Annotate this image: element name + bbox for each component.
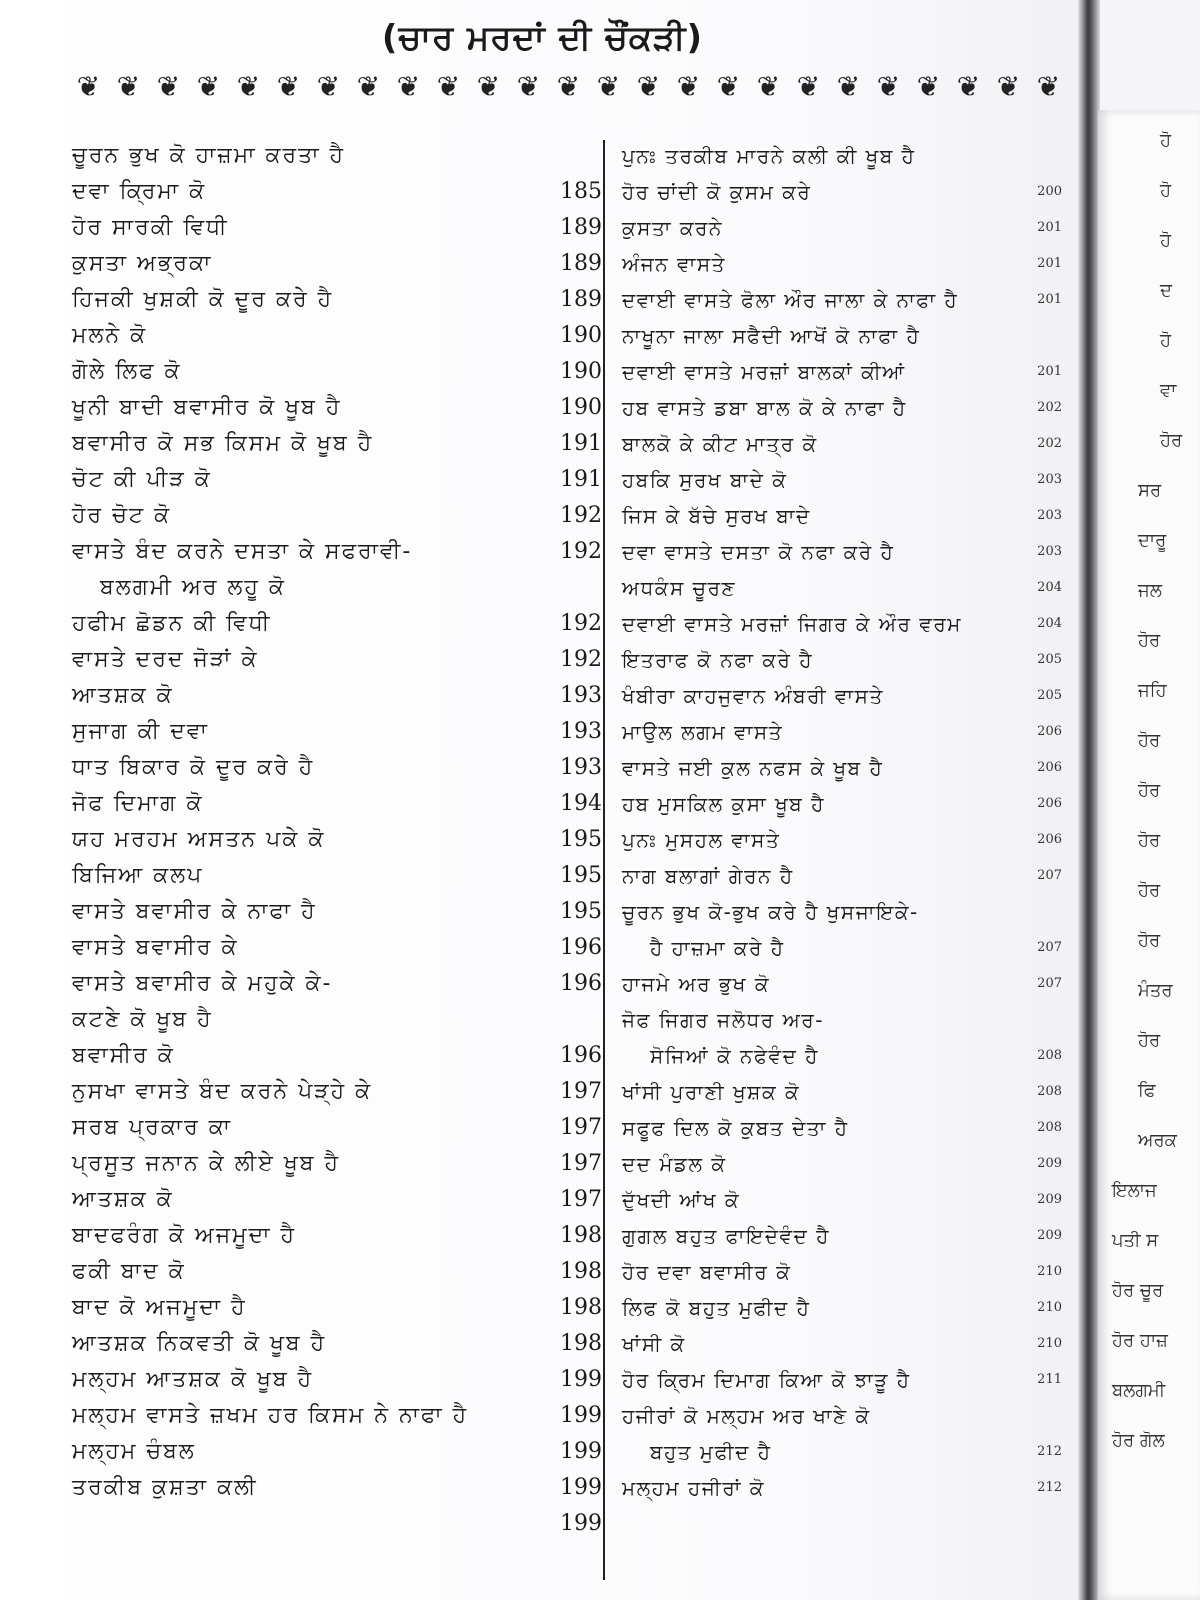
adjacent-page-fragment: ਹੋਰ <box>1138 930 1161 951</box>
entry-title: ਬਾਦਫਰੰਗ ਕੋ ਅਜਮੂਦਾ ਹੈ <box>72 1223 297 1248</box>
entry-title: ਚੋਟ ਕੀ ਪੀੜ ਕੋ <box>72 467 212 492</box>
entry-title: ਆਤਸ਼ਕ ਕੋ <box>72 683 174 708</box>
index-entry <box>72 174 602 210</box>
entry-title: ਹੋਰ ਚਾਂਦੀ ਕੋ ਕੁਸਮ ਕਰੇ <box>622 180 812 204</box>
index-entry <box>72 786 602 822</box>
entry-title: ਹਬ ਵਾਸਤੇ ਡਬਾ ਬਾਲ ਕੋ ਕੇ ਨਾਫਾ ਹੈ <box>622 396 907 420</box>
entry-title: ਹੋਰ ਕ੍ਰਿਮ ਦਿਮਾਗ ਕਿਆ ਕੋ ਝਾੜੂ ਹੈ <box>622 1368 911 1392</box>
entry-page-number: 190 <box>560 359 602 384</box>
index-column-right <box>622 138 1062 1506</box>
entry-title: ਖੂਨੀ ਬਾਦੀ ਬਵਾਸੀਰ ਕੋ ਖੂਬ ਹੈ <box>72 395 342 420</box>
index-entry <box>622 138 1062 174</box>
entry-page-number: 203 <box>1037 544 1062 559</box>
adjacent-page-fragment: ਹੋਰ <box>1138 880 1161 901</box>
entry-page-number: 195 <box>560 899 602 924</box>
index-entry <box>72 534 602 570</box>
entry-title: ਦਵਾ ਕ੍ਰਿਮਾ ਕੋ <box>72 179 207 204</box>
index-entry <box>622 750 1062 786</box>
entry-title: ਜਿਸ ਕੇ ਬੱਚੇ ਸੁਰਖ ਬਾਦੇ <box>622 504 811 528</box>
index-entry <box>622 174 1062 210</box>
entry-title: ਵਾਸਤੇ ਬਵਾਸੀਰ ਕੇ <box>72 935 239 960</box>
entry-page-number: 192 <box>560 503 602 528</box>
entry-page-number: 194 <box>560 791 602 816</box>
ornament-glyph: ❦ <box>956 70 981 103</box>
index-entry <box>72 1002 602 1038</box>
entry-title: ਨੁਸਖਾ ਵਾਸਤੇ ਬੰਦ ਕਰਨੇ ਪੇੜ੍ਹੇ ਕੇ <box>72 1079 373 1104</box>
adjacent-page-fragment: ਹੋਰ <box>1138 830 1161 851</box>
entry-page-number: 196 <box>560 935 602 960</box>
entry-title: ਯਹ ਮਰਹਮ ਅਸਤਨ ਪਕੇ ਕੋ <box>72 827 326 852</box>
entry-title: ਜੋਫ ਜਿਗਰ ਜਲੋਧਰ ਅਰ- <box>622 1008 824 1032</box>
entry-title: ਨਾਖੂਨਾ ਜਾਲਾ ਸਫੈਦੀ ਆਖੋਂ ਕੋ ਨਾਫਾ ਹੈ <box>622 324 921 348</box>
entry-title: ਮਲ੍ਹਮ ਵਾਸਤੇ ਜ਼ਖਮ ਹਰ ਕਿਸਮ ਨੇ ਨਾਫਾ ਹੈ <box>72 1403 469 1428</box>
index-entry <box>622 426 1062 462</box>
entry-page-number: 189 <box>560 215 602 240</box>
entry-page-number: 208 <box>1037 1084 1062 1099</box>
adjacent-page-fragment: ਵਾ <box>1160 380 1177 401</box>
index-entry <box>622 246 1062 282</box>
entry-page-number: 206 <box>1037 796 1062 811</box>
entry-page-number: 201 <box>1037 364 1062 379</box>
ornament-glyph: ❦ <box>716 70 741 103</box>
entry-page-number: 190 <box>560 323 602 348</box>
entry-page-number: 199 <box>560 1439 602 1464</box>
index-entry <box>72 570 602 606</box>
entry-title: ਕਟਣੇ ਕੋ ਖੂਬ ਹੈ <box>72 1007 213 1032</box>
entry-title: ਹੋਰ ਸਾਰਕੀ ਵਿਧੀ <box>72 215 229 240</box>
entry-page-number: 208 <box>1037 1120 1062 1135</box>
entry-page-number: 192 <box>560 539 602 564</box>
adjacent-page-fragment: ਹੋਰ ਹਾਜ਼ <box>1112 1330 1168 1351</box>
entry-title: ਬਹੁਤ ਮੁਫੀਦ ਹੈ <box>650 1440 772 1464</box>
index-entry <box>72 966 602 1002</box>
ornament-glyph: ❦ <box>876 70 901 103</box>
adjacent-page-fragment: ਹੋ <box>1160 180 1172 201</box>
index-entry <box>622 1038 1062 1074</box>
index-entry <box>72 1434 602 1470</box>
index-entry <box>72 1326 602 1362</box>
entry-title: ਵਾਸਤੇ ਬਵਾਸੀਰ ਕੇ ਨਾਫਾ ਹੈ <box>72 899 317 924</box>
entry-title: ਆਤਸ਼ਕ ਨਿਕਵਤੀ ਕੋ ਖੂਬ ਹੈ <box>72 1331 327 1356</box>
entry-page-number: 206 <box>1037 724 1062 739</box>
ornament-glyph: ❦ <box>316 70 341 103</box>
index-entry <box>622 570 1062 606</box>
entry-title: ਹਿਜਕੀ ਖੁਸ਼ਕੀ ਕੋ ਦੂਰ ਕਰੇ ਹੈ <box>72 287 334 312</box>
entry-page-number: 203 <box>1037 508 1062 523</box>
entry-page-number: 196 <box>560 971 602 996</box>
index-entry <box>622 1110 1062 1146</box>
index-entry <box>622 462 1062 498</box>
adjacent-page-fragment: ਮੰਤਰ <box>1138 980 1173 1001</box>
entry-title: ਵਾਸਤੇ ਜਈ ਕੁਲ ਨਫਸ ਕੇ ਖੂਬ ਹੈ <box>622 756 884 780</box>
entry-title: ਚੂਰਨ ਭੁਖ ਕੋ-ਭੁਖ ਕਰੇ ਹੈ ਖੁਸਜਾਇਕੇ- <box>622 900 919 924</box>
index-entry <box>72 1290 602 1326</box>
entry-title: ਸਰਬ ਪ੍ਰਕਾਰ ਕਾ <box>72 1115 233 1140</box>
adjacent-page-fragment: ਹੋਰ <box>1138 730 1161 751</box>
entry-page-number: 199 <box>560 1403 602 1428</box>
entry-title: ਬਿਜਿਆ ਕਲਪ <box>72 863 204 888</box>
entry-title: ਬਵਾਸੀਰ ਕੋ ਸਭ ਕਿਸਮ ਕੋ ਖੂਬ ਹੈ <box>72 431 374 456</box>
entry-title: ਅਧਕੰਸ ਚੂਰਣ <box>622 576 737 600</box>
entry-title: ਆਤਸ਼ਕ ਕੋ <box>72 1187 174 1212</box>
entry-title: ਦਵਾਈ ਵਾਸਤੇ ਮਰਜ਼ਾਂ ਬਾਲਕਾਂ ਕੀਆਂ <box>622 360 906 384</box>
entry-title: ਬਲਗਮੀ ਅਰ ਲਹੂ ਕੋ <box>100 575 286 600</box>
ornament-glyph: ❦ <box>236 70 261 103</box>
entry-page-number: 201 <box>1037 220 1062 235</box>
entry-page-number: 195 <box>560 827 602 852</box>
entry-page-number: 197 <box>560 1115 602 1140</box>
index-column-left <box>72 138 602 1542</box>
entry-title: ਮਾਉਲ ਲਗਮ ਵਾਸਤੇ <box>622 720 784 744</box>
entry-page-number: 193 <box>560 755 602 780</box>
entry-page-number: 202 <box>1037 436 1062 451</box>
index-entry <box>72 462 602 498</box>
entry-title: ਇਤਰਾਫ ਕੋ ਨਫਾ ਕਰੇ ਹੈ <box>622 648 814 672</box>
index-entry <box>72 642 602 678</box>
entry-title: ਜੋਫ ਦਿਮਾਗ ਕੋ <box>72 791 204 816</box>
ornamental-border <box>70 70 1060 104</box>
entry-page-number: 206 <box>1037 832 1062 847</box>
entry-page-number: 189 <box>560 287 602 312</box>
index-entry <box>72 1110 602 1146</box>
entry-title: ਹਜੀਰਾਂ ਕੋ ਮਲ੍ਹਮ ਅਰ ਖਾਣੇ ਕੋ <box>622 1404 871 1428</box>
index-entry <box>622 966 1062 1002</box>
index-entry <box>622 894 1062 930</box>
entry-title: ਮਲ੍ਹਮ ਆਤਸ਼ਕ ਕੋ ਖੂਬ ਹੈ <box>72 1367 314 1392</box>
entry-title: ਮਲਨੇ ਕੋ <box>72 323 148 348</box>
entry-title: ਫਕੀ ਬਾਦ ਕੋ <box>72 1259 186 1284</box>
adjacent-page-fragment: ਹੋਰ <box>1138 780 1161 801</box>
index-entry <box>72 678 602 714</box>
adjacent-page-fragment: ਦ <box>1160 280 1172 301</box>
entry-page-number: 201 <box>1037 292 1062 307</box>
adjacent-page <box>1098 110 1200 1600</box>
entry-page-number: 203 <box>1037 472 1062 487</box>
entry-title: ਦਵਾਈ ਵਾਸਤੇ ਫੋਲਾ ਔਰ ਜਾਲਾ ਕੇ ਨਾਫਾ ਹੈ <box>622 288 959 312</box>
index-entry <box>622 858 1062 894</box>
entry-title: ਦਵਾ ਵਾਸਤੇ ਦਸਤਾ ਕੋ ਨਫਾ ਕਰੇ ਹੈ <box>622 540 895 564</box>
index-entry <box>72 1254 602 1290</box>
index-entry <box>622 1398 1062 1434</box>
entry-title: ਸਫੂਫ ਦਿਲ ਕੋ ਕੁਬਤ ਦੇਤਾ ਹੈ <box>622 1116 849 1140</box>
entry-page-number: 193 <box>560 719 602 744</box>
entry-page-number: 207 <box>1037 868 1062 883</box>
entry-page-number: 189 <box>560 251 602 276</box>
entry-page-number: 192 <box>560 611 602 636</box>
entry-title: ਪ੍ਰਸੂਤ ਜਨਾਨ ਕੇ ਲੀਏ ਖੂਬ ਹੈ <box>72 1151 340 1176</box>
index-entry <box>72 498 602 534</box>
entry-title: ਹੋਰ ਚੋਟ ਕੋ <box>72 503 172 528</box>
index-entry <box>72 1074 602 1110</box>
index-entry <box>622 1290 1062 1326</box>
index-entry <box>72 894 602 930</box>
index-entry <box>622 210 1062 246</box>
adjacent-page-fragment: ਸਰ <box>1138 480 1162 501</box>
book-spine <box>1078 0 1100 1600</box>
entry-title: ਬਾਲਕੋ ਕੇ ਕੀਟ ਮਾਤ੍ਰ ਕੋ <box>622 432 818 456</box>
ornament-glyph: ❦ <box>1036 70 1061 103</box>
adjacent-page-fragment: ਹੋਰ <box>1138 630 1161 651</box>
entry-page-number: 197 <box>560 1187 602 1212</box>
ornament-glyph: ❦ <box>756 70 781 103</box>
index-entry <box>72 1470 602 1506</box>
index-entry <box>622 390 1062 426</box>
entry-page-number: 207 <box>1037 940 1062 955</box>
entry-page-number: 199 <box>560 1367 602 1392</box>
index-entry <box>72 714 602 750</box>
entry-page-number: 209 <box>1037 1156 1062 1171</box>
ornament-glyph: ❦ <box>476 70 501 103</box>
entry-title: ਮਲ੍ਹਮ ਹਜੀਰਾਂ ਕੋ <box>622 1476 765 1500</box>
entry-page-number: 206 <box>1037 760 1062 775</box>
index-entry <box>622 354 1062 390</box>
ornament-glyph: ❦ <box>436 70 461 103</box>
entry-page-number: 209 <box>1037 1228 1062 1243</box>
adjacent-page-fragment: ਪਤੀ ਸ <box>1112 1230 1159 1251</box>
index-entry <box>622 1182 1062 1218</box>
entry-page-number: 197 <box>560 1079 602 1104</box>
entry-title: ਨਾਗ ਬਲਾਗਾਂ ਗੇਰਨ ਹੈ <box>622 864 794 888</box>
entry-page-number: 205 <box>1037 688 1062 703</box>
index-entry <box>622 1074 1062 1110</box>
entry-page-number: 190 <box>560 395 602 420</box>
entry-page-number: 199 <box>560 1475 602 1500</box>
entry-title: ਹੋਰ ਦਵਾ ਬਵਾਸੀਰ ਕੋ <box>622 1260 792 1284</box>
entry-page-number: 191 <box>560 431 602 456</box>
adjacent-page-fragment: ਹੋ <box>1160 130 1172 151</box>
entry-page-number: 208 <box>1037 1048 1062 1063</box>
ornament-glyph: ❦ <box>156 70 181 103</box>
index-entry <box>72 822 602 858</box>
entry-title: ਅੰਜਨ ਵਾਸਤੇ <box>622 252 726 276</box>
adjacent-page-fragment: ਬਲਗਮੀ <box>1112 1380 1166 1401</box>
adjacent-page-fragment: ਹੋਰ ਗੋਲ <box>1112 1430 1165 1451</box>
ornament-glyph: ❦ <box>996 70 1021 103</box>
index-entry <box>72 390 602 426</box>
entry-title: ਗੋਲੇ ਲਿਫ ਕੋ <box>72 359 182 384</box>
ornament-glyph: ❦ <box>196 70 221 103</box>
entry-page-number: 198 <box>560 1331 602 1356</box>
entry-page-number: 202 <box>1037 400 1062 415</box>
entry-title: ਗੁਗਲ ਬਹੁਤ ਫਾਇਦੇਵੰਦ ਹੈ <box>622 1224 830 1248</box>
ornament-glyph: ❦ <box>836 70 861 103</box>
index-entry <box>622 714 1062 750</box>
adjacent-page-fragment: ਜਹਿ <box>1138 680 1167 701</box>
entry-page-number: 197 <box>560 1151 602 1176</box>
entry-title: ਖੰਬੀਰਾ ਕਾਹਜੁਵਾਨ ਅੰਬਰੀ ਵਾਸਤੇ <box>622 684 884 708</box>
entry-title: ਲਿਫ ਕੋ ਬਹੁਤ ਮੁਫੀਦ ਹੈ <box>622 1296 811 1320</box>
entry-page-number: 212 <box>1037 1480 1062 1495</box>
index-entry <box>72 1506 602 1542</box>
adjacent-page-fragment: ਫਿ <box>1138 1080 1156 1101</box>
entry-page-number: 195 <box>560 863 602 888</box>
entry-page-number: 204 <box>1037 616 1062 631</box>
entry-title: ਦਦ ਮੰਡਲ ਕੋ <box>622 1152 727 1176</box>
adjacent-page-fragment: ਜਲ <box>1138 580 1162 601</box>
entry-title: ਖਾਂਸੀ ਕੋ <box>622 1332 686 1356</box>
index-entry <box>622 1470 1062 1506</box>
entry-page-number: 201 <box>1037 256 1062 271</box>
index-entry <box>72 246 602 282</box>
index-entry <box>72 858 602 894</box>
index-entry <box>72 930 602 966</box>
adjacent-page-fragment: ਦਾਰੂ <box>1138 530 1167 551</box>
index-entry <box>622 930 1062 966</box>
ornament-glyph: ❦ <box>676 70 701 103</box>
ornament-glyph: ❦ <box>796 70 821 103</box>
ornament-glyph: ❦ <box>116 70 141 103</box>
index-entry <box>622 822 1062 858</box>
ornament-glyph: ❦ <box>556 70 581 103</box>
entry-page-number: 193 <box>560 683 602 708</box>
index-entry <box>72 318 602 354</box>
ornament-glyph: ❦ <box>636 70 661 103</box>
entry-title: ਧਾਤ ਬਿਕਾਰ ਕੋ ਦੂਰ ਕਰੇ ਹੈ <box>72 755 315 780</box>
index-entry <box>622 1362 1062 1398</box>
entry-title: ਮਲ੍ਹਮ ਚੰਬਲ <box>72 1439 196 1464</box>
page-title: (ਚਾਰ ਮਰਦਾਂ ਦੀ ਚੌਂਕੜੀ) <box>381 18 704 58</box>
entry-page-number: 198 <box>560 1295 602 1320</box>
index-entry <box>622 1326 1062 1362</box>
entry-title: ਹਾਜਮੇ ਅਰ ਭੁਖ ਕੋ <box>622 972 770 996</box>
adjacent-page-fragment: ਹੋਰ ਚੂਰ <box>1112 1280 1164 1301</box>
adjacent-page-fragment: ਇਲਾਜ <box>1112 1180 1157 1201</box>
ornament-glyph: ❦ <box>396 70 421 103</box>
index-entry <box>72 1398 602 1434</box>
adjacent-page-fragment: ਹੋ <box>1160 230 1172 251</box>
index-entry <box>72 1146 602 1182</box>
entry-page-number: 209 <box>1037 1192 1062 1207</box>
entry-page-number: 200 <box>1037 184 1062 199</box>
entry-page-number: 198 <box>560 1259 602 1284</box>
index-entry <box>72 282 602 318</box>
entry-title: ਵਾਸਤੇ ਬਵਾਸੀਰ ਕੇ ਮਹੁਕੇ ਕੇ- <box>72 971 333 996</box>
index-entry <box>622 318 1062 354</box>
ornament-glyph: ❦ <box>916 70 941 103</box>
entry-title: ਦਵਾਈ ਵਾਸਤੇ ਮਰਜ਼ਾਂ ਜਿਗਰ ਕੇ ਔਰ ਵਰਮ <box>622 612 962 636</box>
entry-page-number: 198 <box>560 1223 602 1248</box>
adjacent-page-fragment: ਹੋਰ <box>1160 430 1183 451</box>
index-entry <box>72 750 602 786</box>
ornament-glyph: ❦ <box>516 70 541 103</box>
index-entry <box>72 138 602 174</box>
entry-title: ਵਾਸਤੇ ਬੰਦ ਕਰਨੇ ਦਸਤਾ ਕੇ ਸਫਰਾਵੀ- <box>72 539 413 564</box>
index-entry <box>622 1254 1062 1290</box>
index-entry <box>622 534 1062 570</box>
entry-page-number: 192 <box>560 647 602 672</box>
entry-title: ਬਾਦ ਕੋ ਅਜਮੂਦਾ ਹੈ <box>72 1295 247 1320</box>
index-entry <box>72 1038 602 1074</box>
column-divider <box>603 140 605 1580</box>
entry-page-number: 191 <box>560 467 602 492</box>
index-entry <box>72 354 602 390</box>
entry-title: ਹੈ ਹਾਜ਼ਮਾ ਕਰੇ ਹੈ <box>650 936 785 960</box>
entry-title: ਦੁੱਖਦੀ ਆਂਖ ਕੋ <box>622 1188 741 1212</box>
index-entry <box>72 426 602 462</box>
entry-title: ਸੁਜਾਗ ਕੀ ਦਵਾ <box>72 719 209 744</box>
entry-title: ਹਫੀਮ ਛੋਡਨ ਕੀ ਵਿਧੀ <box>72 611 272 636</box>
index-entry <box>622 498 1062 534</box>
entry-page-number: 211 <box>1037 1372 1062 1387</box>
index-entry <box>622 606 1062 642</box>
entry-title: ਹਬ ਮੁਸਕਿਲ ਕੁਸਾ ਖੂਬ ਹੈ <box>622 792 825 816</box>
ornament-glyph: ❦ <box>596 70 621 103</box>
entry-title: ਹਬਕਿ ਸੁਰਖ ਬਾਦੇ ਕੋ <box>622 468 788 492</box>
index-entry <box>72 606 602 642</box>
ornament-glyph: ❦ <box>76 70 101 103</box>
entry-title: ਪੁਨਃ ਤਰਕੀਬ ਮਾਰਨੇ ਕਲੀ ਕੀ ਖੂਬ ਹੈ <box>622 144 916 168</box>
ornament-glyph: ❦ <box>356 70 381 103</box>
entry-title: ਕੁਸਤਾ ਕਰਨੇ <box>622 216 723 240</box>
index-entry <box>622 678 1062 714</box>
entry-page-number: 210 <box>1037 1300 1062 1315</box>
index-entry <box>72 1182 602 1218</box>
entry-page-number: 212 <box>1037 1444 1062 1459</box>
index-entry <box>622 282 1062 318</box>
index-entry <box>72 1218 602 1254</box>
index-entry <box>622 1218 1062 1254</box>
index-entry <box>622 1002 1062 1038</box>
entry-title: ਪੁਨਃ ਮੁਸਹਲ ਵਾਸਤੇ <box>622 828 781 852</box>
entry-title: ਸੋਜਿਆਂ ਕੋ ਨਫੇਵੰਦ ਹੈ <box>650 1044 819 1068</box>
index-entry <box>622 786 1062 822</box>
ornament-glyph: ❦ <box>276 70 301 103</box>
index-entry <box>72 1362 602 1398</box>
entry-page-number: 196 <box>560 1043 602 1068</box>
adjacent-page-fragment: ਹੋ <box>1160 330 1172 351</box>
entry-title: ਕੁਸਤਾ ਅਭ੍ਰਕਾ <box>72 251 213 276</box>
entry-title: ਬਵਾਸੀਰ ਕੋ <box>72 1043 175 1068</box>
entry-page-number: 185 <box>560 179 602 204</box>
entry-page-number: 207 <box>1037 976 1062 991</box>
entry-title: ਤਰਕੀਬ ਕੁਸ਼ਤਾ ਕਲੀ <box>72 1475 258 1500</box>
entry-title: ਵਾਸਤੇ ਦਰਦ ਜੋੜਾਂ ਕੇ <box>72 647 259 672</box>
entry-page-number: 210 <box>1037 1264 1062 1279</box>
index-entry <box>622 1146 1062 1182</box>
entry-title: ਚੂਰਨ ਭੁਖ ਕੋ ਹਾਜ਼ਮਾ ਕਰਤਾ ਹੈ <box>72 143 346 168</box>
adjacent-page-fragment: ਅਰਕ <box>1138 1130 1177 1151</box>
adjacent-page-fragment: ਹੋਰ <box>1138 1030 1161 1051</box>
index-entry <box>72 210 602 246</box>
entry-page-number: 210 <box>1037 1336 1062 1351</box>
index-entry <box>622 642 1062 678</box>
entry-page-number: 204 <box>1037 580 1062 595</box>
entry-page-number: 205 <box>1037 652 1062 667</box>
index-entry <box>622 1434 1062 1470</box>
entry-page-number: 199 <box>560 1511 602 1536</box>
entry-title: ਖਾਂਸੀ ਪੁਰਾਣੀ ਖੁਸ਼ਕ ਕੋ <box>622 1080 801 1104</box>
